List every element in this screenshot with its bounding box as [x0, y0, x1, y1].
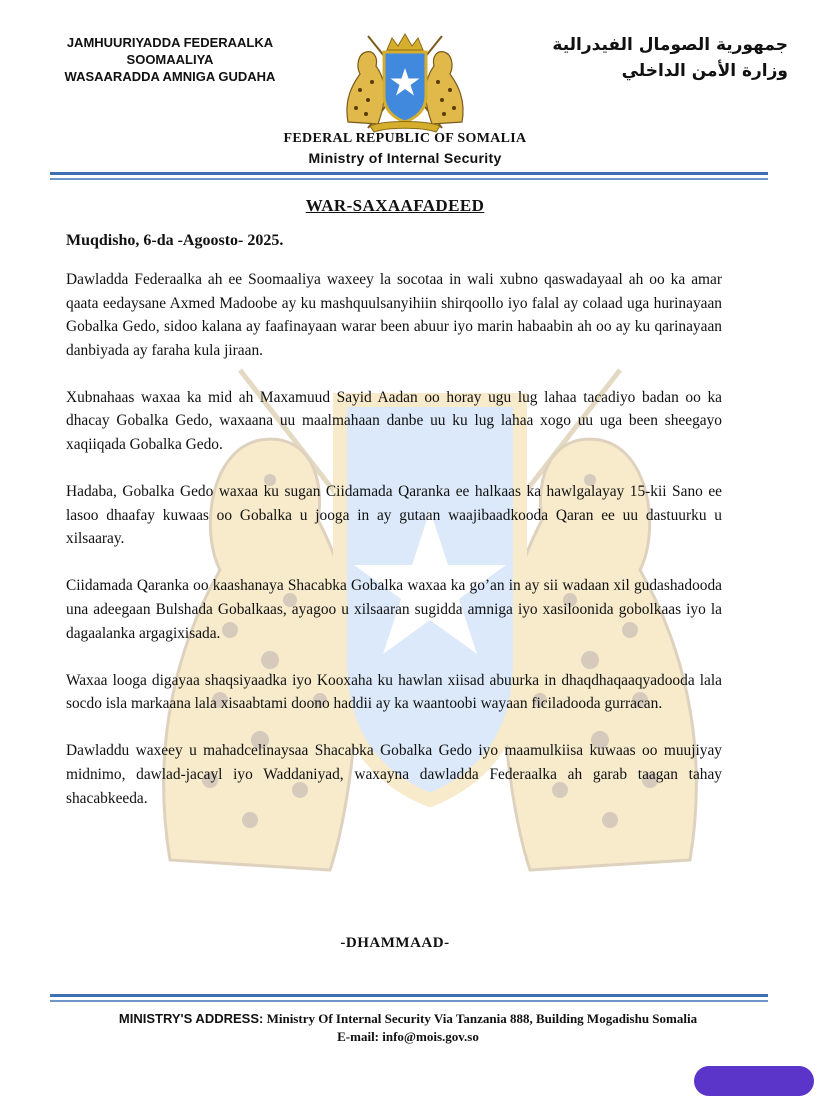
ministry-name-english: Ministry of Internal Security — [308, 150, 502, 166]
header-arabic-line-1: جمهورية الصومال الفيدرالية — [552, 35, 788, 55]
body-paragraph-2: Xubnahaas waxaa ka mid ah Maxamuud Sayid Aadan oo horay ugu lug lahaa tacadiyo badan oo ka dhacay Gobalka Gedo, waxaana uu maalmahaan danbe uu ku lug lahaa xogo uu uga been sheegayo xaqiiqada Gobalka Gedo. — [66, 388, 722, 454]
header-somali-line-1: JAMHUURIYADDA FEDERAALKA — [66, 35, 274, 50]
org-name-english: FEDERAL REPUBLIC OF SOMALIA — [283, 131, 527, 146]
footer — [0, 1010, 816, 1046]
footer-divider-thin — [50, 1000, 768, 1002]
floating-action-button[interactable] — [694, 1066, 814, 1096]
dateline: Muqdisho, 6-da -Agoosto- 2025. — [66, 232, 284, 249]
footer-address-text: Ministry Of Internal Security Via Tanzania 888, Building Mogadishu Somalia — [263, 1011, 698, 1026]
document-body — [66, 268, 722, 834]
closing-mark: -DHAMMAAD- — [340, 935, 450, 951]
footer-divider — [50, 994, 768, 997]
document-title: WAR-SAXAAFADEED — [305, 196, 485, 215]
header-divider — [50, 172, 768, 175]
header-somali-line-2: SOOMAALIYA — [126, 52, 214, 67]
footer-address-label: MINISTRY'S ADDRESS: — [118, 1011, 264, 1026]
body-paragraph-5: Waxaa looga digayaa shaqsiyaadka iyo Kooxaha ku hawlan xiisad abuurka in dhaqdhaqaaqyadooda lala socdo isla markaana lala xisaabtami doono haddii ay ka waantoobi wayaan ficiladooda gurracan. — [66, 671, 722, 713]
header-arabic-block — [528, 32, 788, 84]
header-arabic-line-2: وزارة الأمن الداخلي — [621, 61, 788, 81]
somalia-coat-of-arms-icon — [330, 30, 480, 134]
body-paragraph-4: Ciidamada Qaranka oo kaashanaya Shacabka Gobalka waxaa ka go’an in ay sii wadaan xil gudashadooda una adeegaan Bulshada Gobalkaas, ayagoo u xilsaaran sugidda amniga iyo xasiloonida gobolkaas iyo la dagaalanka argagixisada. — [66, 577, 722, 642]
header-somali-line-3: WASAARADDA AMNIGA GUDAHA — [64, 69, 276, 84]
body-paragraph-6: Dawladdu waxeey u mahadcelinaysaa Shacabka Gobalka Gedo iyo maamulkiisa kuwaas oo muujiyay midnimo, dawlad-jacayl iyo Waddaniyad, waxayna dawladda Federaalka ah garab taagan tahay shacabkeeda. — [66, 742, 722, 807]
footer-address — [0, 1010, 816, 1028]
body-paragraph-3: Hadaba, Gobalka Gedo waxaa ku sugan Ciidamada Qaranka ee halkaas ka hawlgalayay 15-kii Sano ee lasoo dhaafay kuwaas oo Gobalka u jooga in ay gutaan waajibaadkooda Qaran ee uu dastuurku u xilsaaray. — [66, 483, 722, 548]
header-somali-block — [40, 34, 300, 85]
header-divider-thin — [50, 178, 768, 180]
footer-email: E-mail: info@mois.gov.so — [337, 1029, 479, 1044]
body-paragraph-1: Dawladda Federaalka ah ee Soomaaliya waxeey la socotaa in wali xubno qaswadayaal ah oo ka amar qaata eedaysane Axmed Madoobe ay ku mashquulsanyihiin shirqoollo iyo falal ay colaad uga hurinayaan Gobalka Gedo, sidoo kalana ay faafinayaan warar been abuur iyo marin habaabin ah oo ay ku qarinayaan danbiyada ay faraha kula jiraan. — [66, 271, 722, 359]
